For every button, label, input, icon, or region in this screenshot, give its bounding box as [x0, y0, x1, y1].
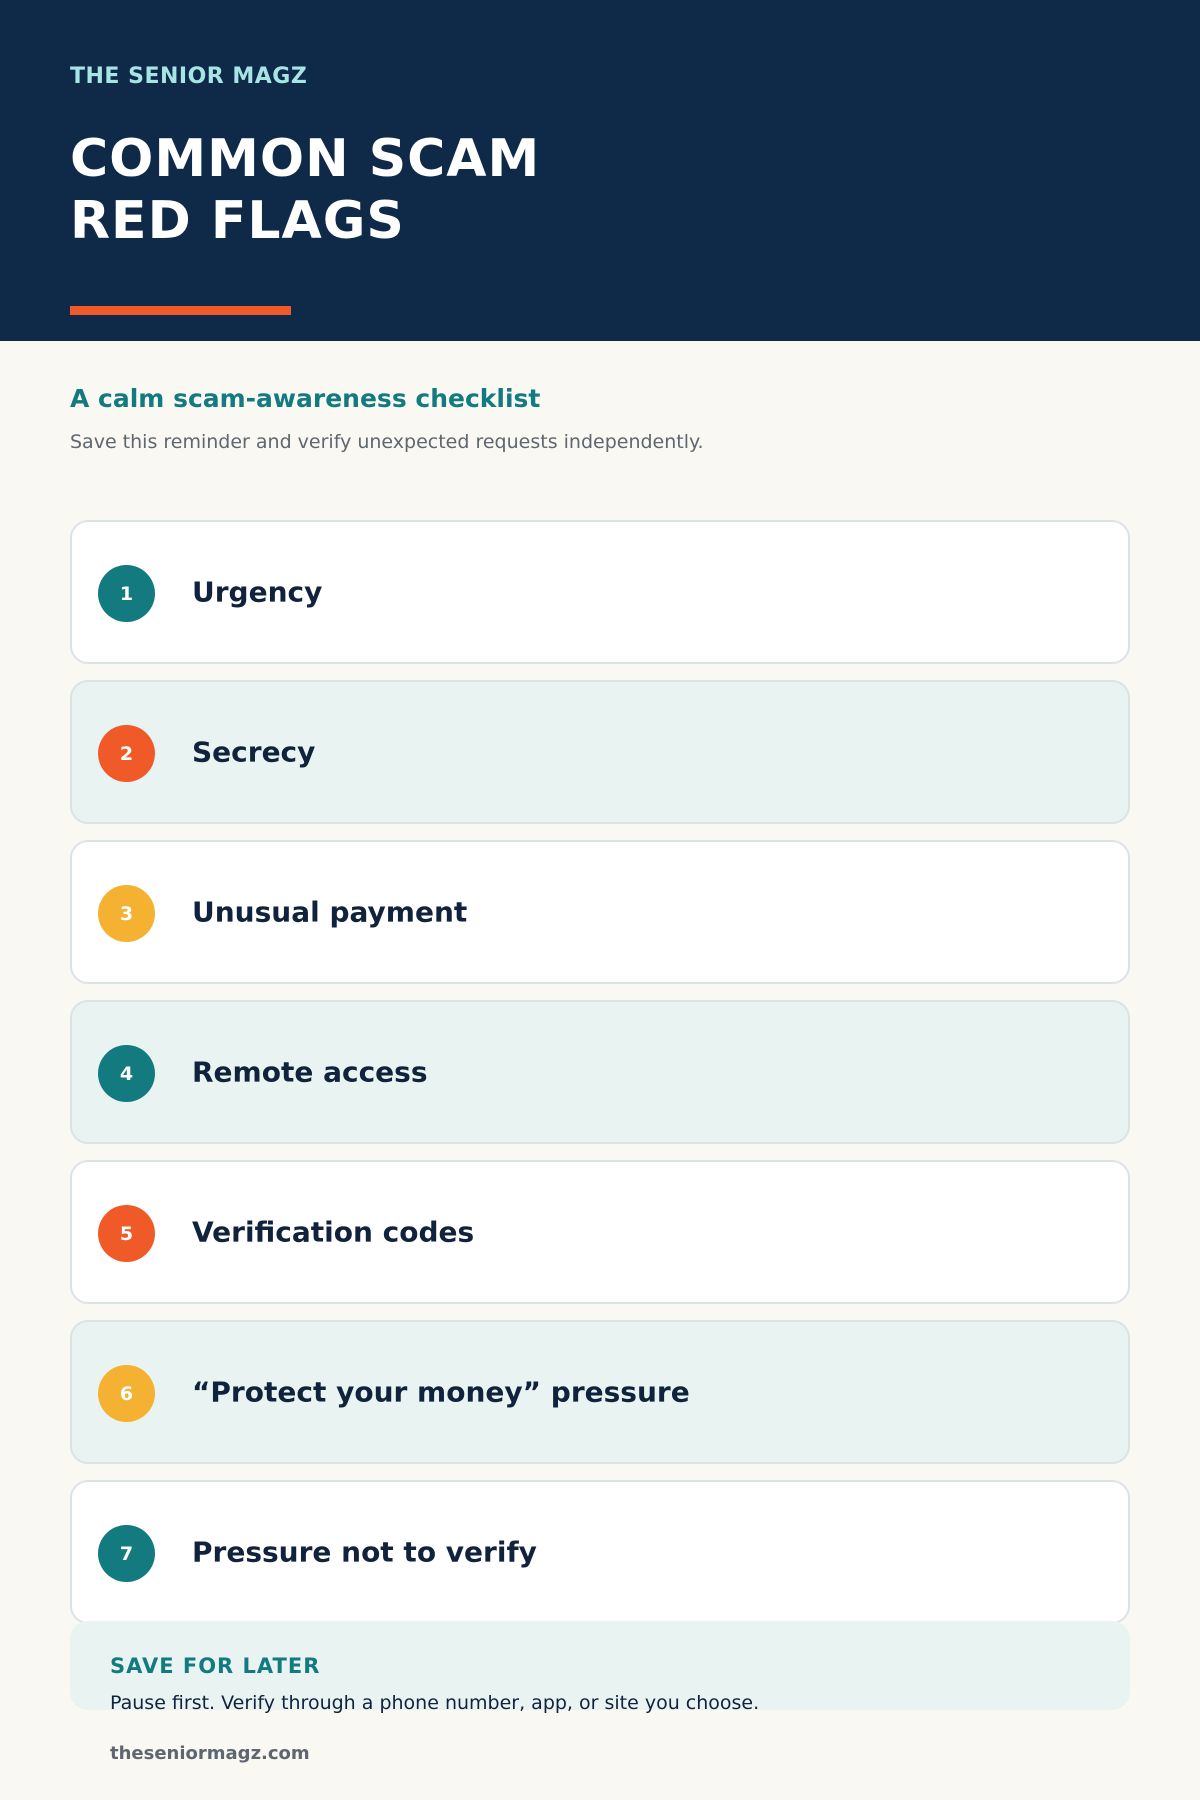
number-badge: 2 — [98, 725, 155, 782]
red-flag-card — [70, 1320, 1130, 1464]
brand-name: THE SENIOR MAGZ — [70, 64, 308, 89]
page-title-line-2: RED FLAGS — [70, 191, 405, 251]
red-flag-card — [70, 680, 1130, 824]
red-flag-label: Pressure not to verify — [192, 1535, 537, 1569]
red-flag-label: Secrecy — [192, 735, 316, 769]
red-flag-card — [70, 840, 1130, 984]
checklist-intro-text: Save this reminder and verify unexpected requests independently. — [70, 431, 704, 453]
red-flag-label: Remote access — [192, 1055, 428, 1089]
red-flag-label: Urgency — [192, 575, 323, 609]
site-url: theseniormagz.com — [110, 1743, 310, 1764]
page-title-line-1: COMMON SCAM — [70, 129, 541, 189]
number-badge: 7 — [98, 1525, 155, 1582]
number-badge: 6 — [98, 1365, 155, 1422]
red-flag-card — [70, 1160, 1130, 1304]
header-banner — [0, 0, 1200, 341]
red-flag-label: Unusual payment — [192, 895, 468, 929]
save-for-later-heading: SAVE FOR LATER — [110, 1654, 321, 1678]
save-for-later-text: Pause first. Verify through a phone number, app, or site you choose. — [110, 1692, 760, 1714]
number-badge: 5 — [98, 1205, 155, 1262]
red-flag-card — [70, 1000, 1130, 1144]
number-badge: 4 — [98, 1045, 155, 1102]
number-badge: 3 — [98, 885, 155, 942]
accent-divider — [70, 306, 291, 315]
red-flag-label: Verification codes — [192, 1215, 475, 1249]
page-title — [70, 128, 540, 252]
red-flag-card — [70, 1480, 1130, 1624]
red-flag-label: “Protect your money” pressure — [192, 1375, 690, 1409]
number-badge: 1 — [98, 565, 155, 622]
checklist-subtitle: A calm scam-awareness checklist — [70, 384, 541, 413]
red-flag-card — [70, 520, 1130, 664]
